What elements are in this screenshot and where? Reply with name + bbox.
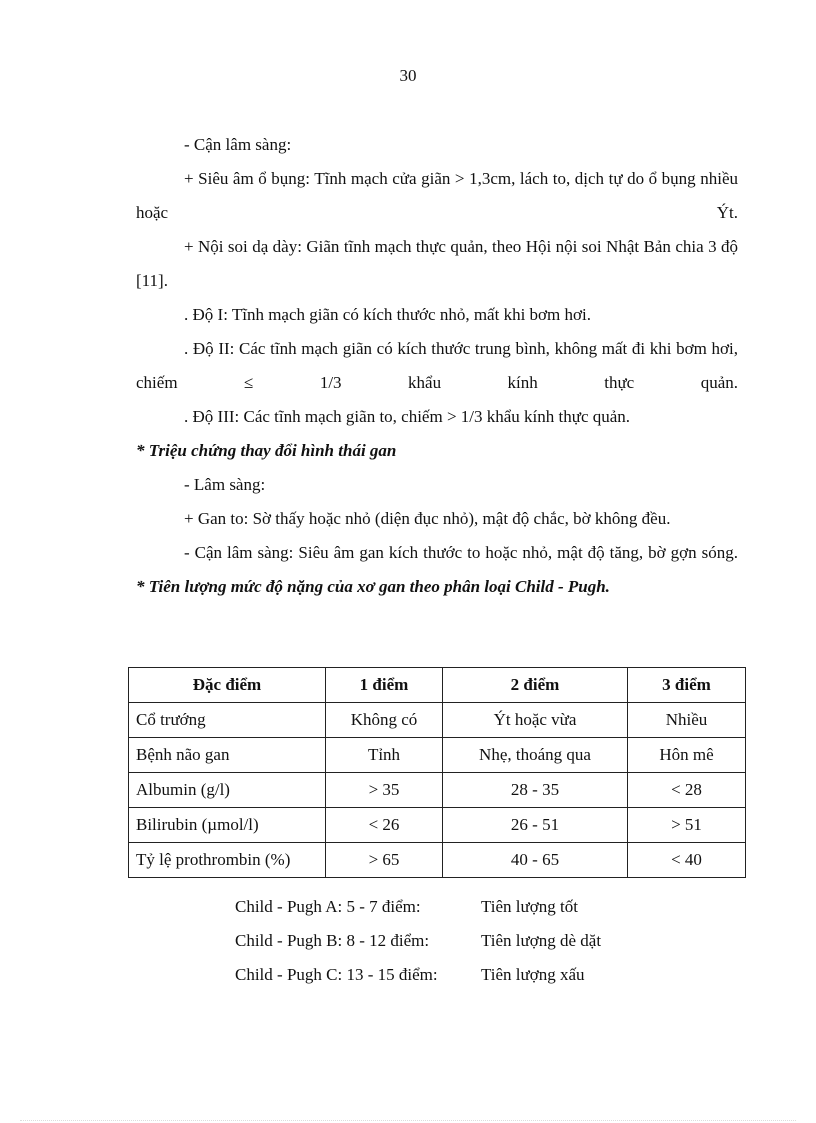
table-cell: < 26: [326, 808, 443, 843]
table-header-cell: Đặc điểm: [129, 668, 326, 703]
paragraph-ultrasound: + Siêu âm ổ bụng: Tĩnh mạch cửa giãn > 1,3cm, lách to, dịch tự do ổ bụng nhiều hoặc Ýt.: [136, 169, 738, 222]
paragraph-clinical: - Lâm sàng:: [184, 475, 266, 494]
paragraph-liver-ultrasound: - Cận lâm sàng: Siêu âm gan kích thước to hoặc nhỏ, mật độ tăng, bờ gợn sóng.: [184, 543, 738, 562]
page-number: 30: [399, 66, 417, 85]
table-cell: > 35: [326, 773, 443, 808]
table-cell: 28 - 35: [443, 773, 628, 808]
table-cell: Bilirubin (µmol/l): [129, 808, 326, 843]
section-heading-child-pugh: * Tiên lượng mức độ nặng của xơ gan theo phân loại Child - Pugh.: [136, 577, 610, 596]
table-row: [129, 808, 746, 843]
table-cell: > 65: [326, 843, 443, 878]
classification-grade: Child - Pugh A: 5 - 7 điểm:: [235, 897, 421, 916]
classification-prognosis: Tiên lượng xấu: [481, 965, 585, 984]
classification-row: [235, 958, 685, 992]
classification-row: [235, 924, 685, 958]
classification-grade: Child - Pugh B: 8 - 12 điểm:: [235, 931, 430, 950]
paragraph-grade-3: . Độ III: Các tĩnh mạch giãn to, chiếm > 1/3 khẩu kính thực quản.: [184, 407, 631, 426]
table-row: [129, 738, 746, 773]
table-cell: Hôn mê: [628, 738, 746, 773]
table-row: [129, 773, 746, 808]
table-cell: < 28: [628, 773, 746, 808]
paragraph-grade-2: . Độ II: Các tĩnh mạch giãn có kích thước trung bình, không mất đi khi bơm hơi, chiếm ≤ 1/3 khẩu kính thực quản.: [136, 339, 738, 392]
table-cell: Nhiều: [628, 703, 746, 738]
paragraph-endoscopy: + Nội soi dạ dày: Giãn tĩnh mạch thực quản, theo Hội nội soi Nhật Bản chia 3 độ [11].: [136, 237, 738, 290]
table-row: [129, 703, 746, 738]
classification-row: [235, 890, 685, 924]
paragraph-lab-heading: - Cận lâm sàng:: [184, 135, 292, 154]
table-cell: Ýt hoặc vừa: [443, 703, 628, 738]
classification-prognosis: Tiên lượng dè dặt: [481, 931, 602, 950]
paragraph-grade-1: . Độ I: Tĩnh mạch giãn có kích thước nhỏ, mất khi bơm hơi.: [184, 305, 591, 324]
table-cell: Tỷ lệ prothrombin (%): [129, 843, 326, 878]
section-heading-liver-morphology: * Triệu chứng thay đổi hình thái gan: [136, 441, 397, 460]
table-header-cell: 3 điểm: [628, 668, 746, 703]
table-header-cell: 1 điểm: [326, 668, 443, 703]
table-cell: Tỉnh: [326, 738, 443, 773]
table-header-cell: 2 điểm: [443, 668, 628, 703]
table-header-row: [129, 668, 746, 703]
paragraph-liver-size: + Gan to: Sờ thấy hoặc nhỏ (diện đục nhỏ), mật độ chắc, bờ không đều.: [184, 509, 671, 528]
table-cell: Không có: [326, 703, 443, 738]
classification-prognosis: Tiên lượng tốt: [481, 897, 578, 916]
document-body: [136, 128, 738, 604]
child-pugh-table: [128, 667, 746, 878]
table-cell: Nhẹ, thoáng qua: [443, 738, 628, 773]
table-cell: 26 - 51: [443, 808, 628, 843]
table-cell: 40 - 65: [443, 843, 628, 878]
classification-grade: Child - Pugh C: 13 - 15 điểm:: [235, 965, 438, 984]
table-cell: Bệnh não gan: [129, 738, 326, 773]
table-cell: Albumin (g/l): [129, 773, 326, 808]
table-cell: < 40: [628, 843, 746, 878]
child-pugh-classification: [235, 890, 685, 992]
table-cell: Cổ trướng: [129, 703, 326, 738]
table-row: [129, 843, 746, 878]
footer-divider: [20, 1120, 796, 1121]
table-cell: > 51: [628, 808, 746, 843]
